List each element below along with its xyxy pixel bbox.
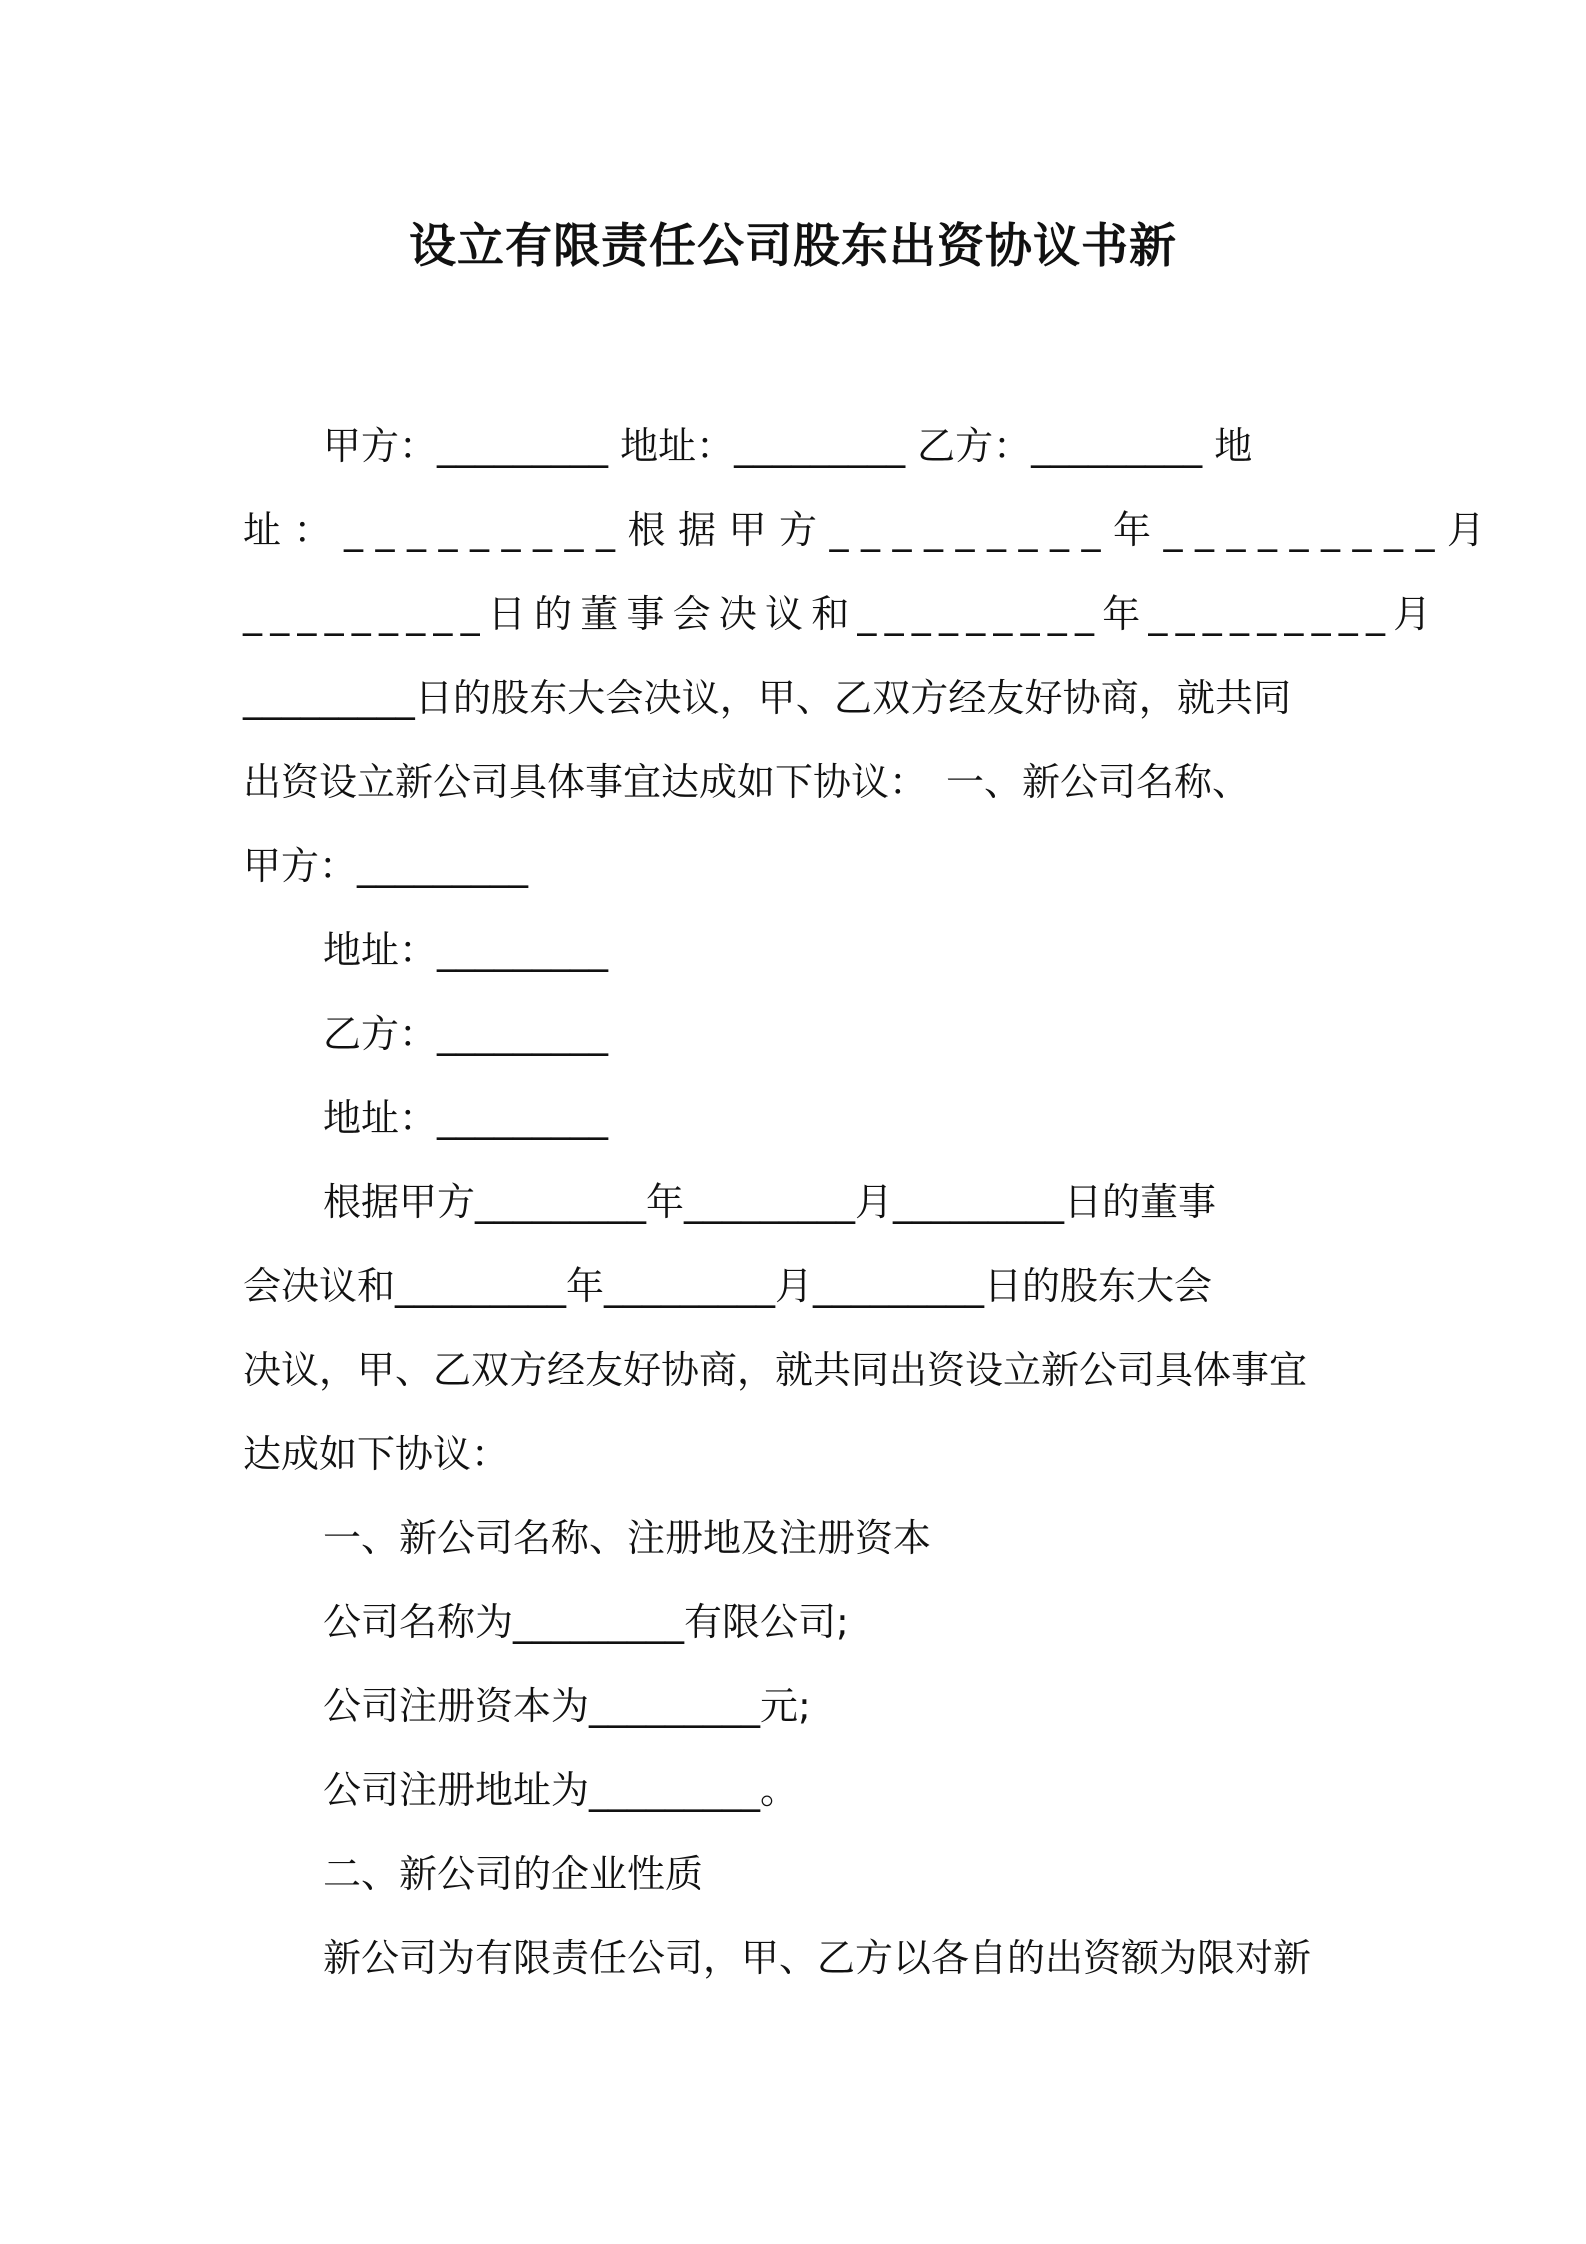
intro-line-3-text: _________日的董事会决议和_________年_________月 <box>243 592 1440 636</box>
basis-line-3-text: 决议，甲、乙双方经友好协商，就共同出资设立新公司具体事宜 <box>243 1348 1308 1392</box>
basis-line-2-text: 会决议和_________年_________月_________日的股东大会 <box>243 1264 1213 1308</box>
section-2-heading <box>243 1832 1353 1916</box>
intro-line-5-text: 出资设立新公司具体事宜达成如下协议： 一、新公司名称、 <box>243 760 1251 804</box>
section-1-line-3-text: 公司注册地址为_________。 <box>323 1768 799 1812</box>
document-title: 设立有限责任公司股东出资协议书新 <box>409 219 1177 274</box>
basis-line-4 <box>243 1412 1353 1496</box>
party-line-address-a <box>243 908 1353 992</box>
intro-line-2-text: 址：_________根据甲方_________年_________月 <box>243 508 1498 552</box>
intro-line-4 <box>243 656 1353 740</box>
intro-line-6 <box>243 824 1353 908</box>
document-body <box>243 404 1498 2000</box>
section-1-line-1-text: 公司名称为_________有限公司; <box>323 1600 849 1644</box>
intro-line-3 <box>243 572 1440 656</box>
section-2-line-1-text: 新公司为有限责任公司，甲、乙方以各自的出资额为限对新 <box>323 1936 1312 1980</box>
party-line-address-b <box>243 1076 1353 1160</box>
intro-line-5 <box>243 740 1353 824</box>
section-2-first-line <box>243 1916 1353 2000</box>
section-1-line-2-text: 公司注册资本为_________元; <box>323 1684 811 1728</box>
intro-line-2 <box>243 488 1498 572</box>
intro-line-6-text: 甲方：_________ <box>243 844 529 888</box>
intro-line-1-text: 甲方：_________ 地址：_________ 乙方：_________ 地 <box>323 424 1253 468</box>
section-2-heading-text: 二、新公司的企业性质 <box>323 1852 704 1896</box>
party-line-3-text: 地址：_________ <box>323 1096 609 1140</box>
section-1-company-name <box>243 1580 1353 1664</box>
intro-line-4-text: _________日的股东大会决议，甲、乙双方经友好协商，就共同 <box>243 676 1292 720</box>
basis-line-1 <box>243 1160 1353 1244</box>
basis-line-4-text: 达成如下协议： <box>243 1432 510 1476</box>
section-1-registered-capital <box>243 1664 1353 1748</box>
section-1-heading-text: 一、新公司名称、注册地及注册资本 <box>323 1516 932 1560</box>
basis-line-2 <box>243 1244 1353 1328</box>
party-line-2-text: 乙方：_________ <box>323 1012 609 1056</box>
party-line-party-b <box>243 992 1353 1076</box>
basis-line-1-text: 根据甲方_________年_________月_________日的董事 <box>323 1180 1217 1224</box>
section-1-registered-address <box>243 1748 1353 1832</box>
section-1-heading <box>243 1496 1353 1580</box>
party-line-1-text: 地址：_________ <box>323 928 609 972</box>
basis-line-3 <box>243 1328 1353 1412</box>
intro-line-1 <box>243 404 1353 488</box>
